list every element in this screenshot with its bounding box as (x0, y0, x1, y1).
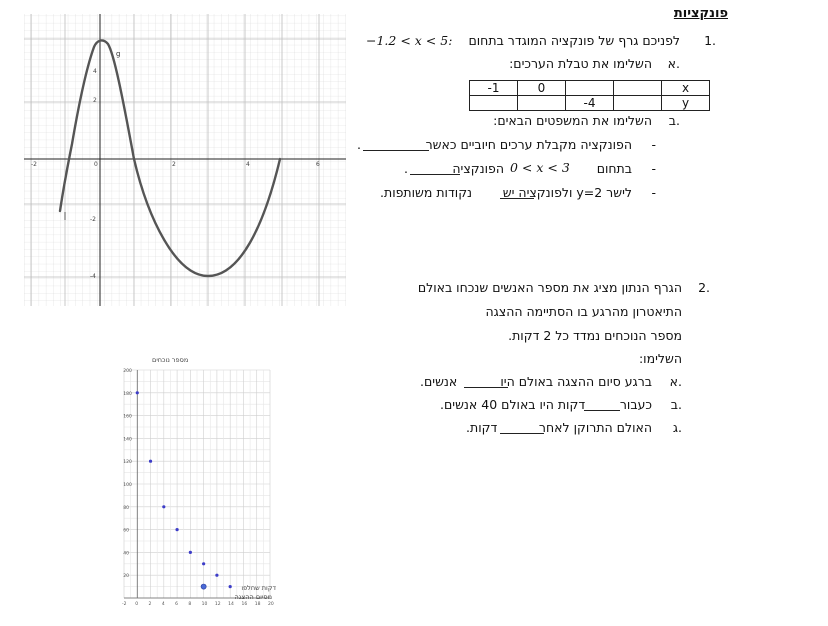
scatter-point (162, 505, 165, 508)
table-row-y (470, 96, 710, 111)
q2-part-b-letter: ב. (670, 397, 682, 412)
table-header-y: y (662, 96, 710, 111)
sentence-3-part-a: לישר y=2 ולפונקציה יש (502, 185, 632, 200)
function-g-label: g (116, 50, 121, 58)
sentence-1-period: . (357, 137, 361, 152)
scatter-point (229, 585, 232, 588)
scatter-y-tick-label: 40 (123, 551, 130, 557)
scatter-x-tick-label: -2 (122, 602, 127, 607)
y-tick-label-neg4: -4 (90, 273, 96, 280)
y-tick-label-4: 4 (93, 68, 97, 75)
q2-part-a-blank[interactable] (464, 376, 508, 388)
scatter-x-tick-label: 20 (268, 602, 274, 607)
table-cell-y-3[interactable] (518, 96, 566, 111)
scatter-highlight-point (201, 584, 206, 589)
scatter-point (189, 551, 192, 554)
scatter-point (215, 574, 218, 577)
table-cell-x-3[interactable]: 0 (518, 81, 566, 96)
q2-part-b-text-1: כעבור (619, 397, 652, 412)
scatter-point (136, 391, 139, 394)
q1-number: 1. (704, 33, 716, 48)
q2-part-b-blank[interactable] (584, 399, 620, 411)
scatter-y-tick-label: 160 (123, 414, 132, 420)
scatter-y-tick-label: 60 (123, 528, 130, 534)
scatter-x-tick-label: 8 (188, 602, 192, 607)
q2-part-a-text-2: אנשים. (420, 374, 458, 389)
scatter-x-tick-label: 10 (201, 602, 208, 607)
scatter-x-tick-label: 0 (135, 602, 139, 607)
scatter-tick-labels (122, 368, 274, 607)
q2-part-c-text-1: האולם התרוקן לאחר (538, 420, 652, 435)
q2-line-4: השלימו: (638, 351, 682, 366)
scatter-y-tick-label: 100 (123, 483, 132, 488)
table-cell-x-4[interactable]: -1 (470, 81, 518, 96)
scatter-y-tick-label: 180 (123, 391, 132, 397)
function-graph (24, 14, 346, 306)
q1-domain: −1.2 < x < 5: (366, 33, 453, 48)
scatter-point (175, 528, 178, 531)
scatter-y-tick-label: 140 (123, 437, 132, 443)
scatter-y-tick-label: 120 (123, 460, 132, 466)
sentence-2-start: בתחום (596, 161, 632, 176)
sentence-2-condition: 0 < x < 3 (510, 160, 570, 175)
scatter-y-tick-label: 200 (123, 369, 132, 374)
sentence-2-blank[interactable] (410, 163, 460, 175)
table-cell-y-4[interactable] (470, 96, 518, 111)
bullet-dash-3: - (651, 185, 656, 200)
scatter-grid (124, 370, 270, 598)
function-graph-grid (24, 14, 346, 306)
table-cell-y-2[interactable]: -4 (566, 96, 614, 111)
scatter-y-tick-label: 80 (123, 505, 130, 511)
scatter-title: מספר נוכחים (152, 356, 189, 364)
y-tick-label-neg2: -2 (90, 216, 96, 223)
table-cell-x-2[interactable] (566, 81, 614, 96)
sentence-2-period: . (404, 161, 408, 176)
scatter-x-tick-label: 4 (161, 602, 165, 607)
q1-part-a-letter: א. (667, 56, 680, 71)
table-header-x: x (662, 81, 710, 96)
q1-intro: לפניכם גרף של פונקציה המוגדר בתחום (468, 33, 680, 48)
q2-part-c-letter: ג. (672, 420, 682, 435)
sentence-2-mid: הפונקציה (452, 161, 504, 176)
sentence-3-part-b: נקודות משותפות. (380, 185, 473, 200)
q2-part-a-text-1: ברגע סיום ההצגה באולם היו (500, 374, 652, 389)
q2-line-2: התיאטרון מהרגע בו הסתיימה ההצגה (485, 304, 682, 319)
q1-part-b-text: השלימו את המשפטים הבאים: (493, 113, 652, 128)
scatter-x-tick-label: 14 (228, 602, 234, 607)
scatter-point (149, 460, 152, 463)
q1-part-a-text: השלימו את טבלת הערכים: (509, 56, 652, 71)
x-tick-label-4: 4 (246, 161, 250, 168)
x-tick-label-6: 6 (316, 161, 320, 168)
scatter-x-tick-label: 12 (214, 602, 221, 607)
scatter-x-tick-label: 2 (148, 602, 152, 607)
scatter-y-tick-label: 20 (123, 574, 130, 580)
scatter-point (202, 562, 205, 565)
scatter-x-tick-label: 6 (175, 602, 178, 607)
table-cell-x-1[interactable] (614, 81, 662, 96)
sentence-3-blank[interactable] (500, 187, 534, 199)
x-tick-label-neg2: -2 (31, 161, 37, 168)
q2-part-c-text-2: דקות. (466, 420, 498, 435)
attendance-scatter-chart (106, 350, 330, 612)
x-tick-label-0: 0 (94, 161, 98, 168)
bullet-dash-2: - (651, 161, 656, 176)
scatter-x-tick-label: 16 (241, 602, 248, 607)
q2-line-3: מספר הנוכחים נמדד כל 2 דקות. (508, 328, 682, 343)
y-tick-label-2: 2 (93, 97, 97, 104)
q2-line-1: הגרף הנתון מציג את מספר האנשים שנכחו באולם (417, 280, 682, 295)
table-row-x (470, 81, 710, 96)
x-tick-label-2: 2 (172, 161, 176, 168)
table-cell-y-1[interactable] (614, 96, 662, 111)
scatter-x-tick-label: 18 (254, 602, 261, 607)
sentence-1-text: הפונקציה מקבלת ערכים חיוביים כאשר (425, 137, 632, 152)
q2-part-c-blank[interactable] (500, 422, 544, 434)
q2-number: 2. (698, 280, 710, 295)
bullet-dash-1: - (651, 137, 656, 152)
q2-part-a-letter: א. (669, 374, 682, 389)
values-table (469, 80, 710, 111)
scatter-x-label: דקות שחלפו מסיום ההצגה (234, 584, 276, 601)
page-title: פונקציות (673, 6, 728, 21)
q1-part-b-letter: ב. (668, 113, 680, 128)
sentence-1-blank[interactable] (363, 139, 429, 151)
q2-part-b-text-2: דקות היו באולם 40 אנשים. (440, 397, 586, 412)
